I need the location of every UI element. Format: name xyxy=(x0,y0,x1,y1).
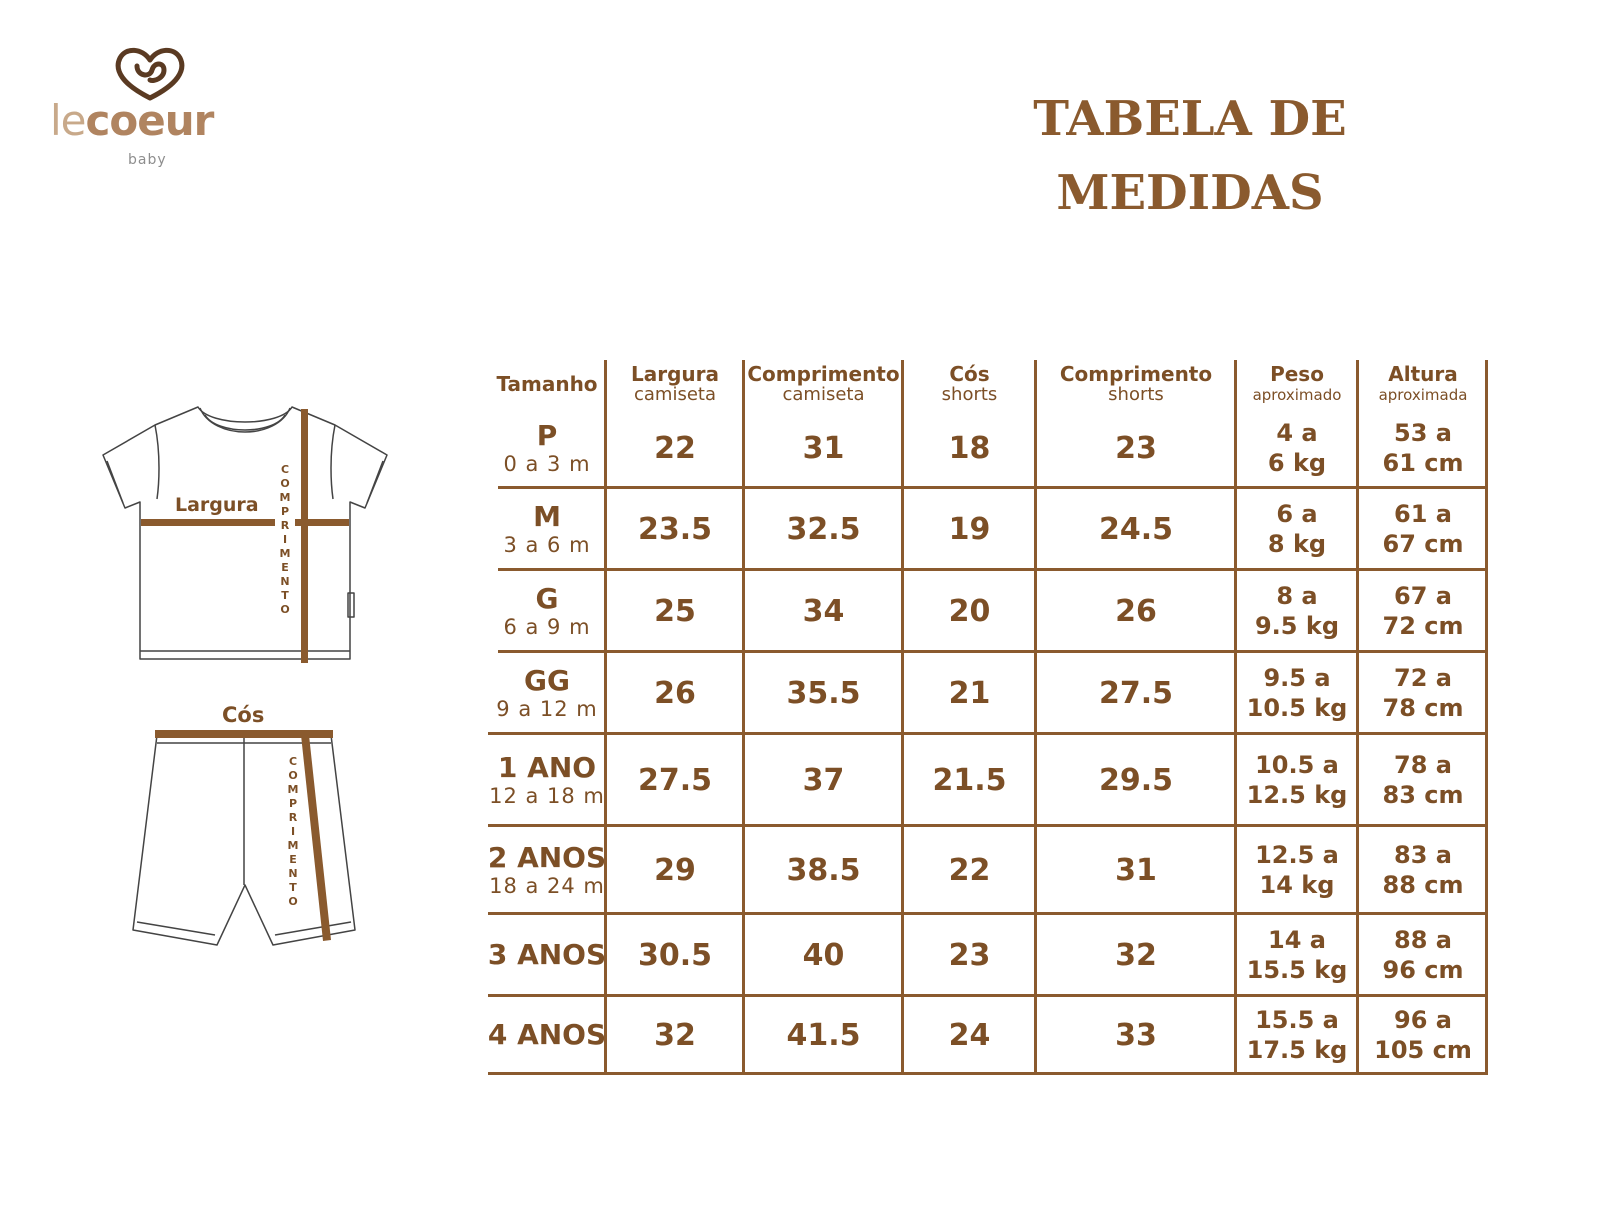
cell-value: 26 xyxy=(1115,593,1157,629)
table-cell-altura xyxy=(1358,488,1488,570)
table-cell-largura xyxy=(606,914,744,996)
garment-illustrations xyxy=(95,395,405,965)
table-header-title: Peso xyxy=(1270,361,1324,386)
tshirt-drawing xyxy=(103,407,387,659)
cell-value: 72 a 78 cm xyxy=(1382,664,1464,722)
table-header-title: Cós xyxy=(949,361,990,386)
shorts-length-label: COMPRIMENTO xyxy=(286,755,300,909)
table-row-size xyxy=(488,570,606,652)
table-row-size xyxy=(488,914,606,996)
table-cell-largura xyxy=(606,734,744,826)
table-cell-peso xyxy=(1236,488,1358,570)
table-header-title: Comprimento xyxy=(1059,361,1213,386)
shirt-width-label: Largura xyxy=(175,494,259,516)
table-cell-comp_shorts xyxy=(1036,652,1236,734)
brand-subtitle: baby xyxy=(128,152,167,168)
cell-value: 35.5 xyxy=(786,675,861,711)
table-cell-peso xyxy=(1236,734,1358,826)
cell-value: 24 xyxy=(948,1017,991,1053)
size-label: 4 ANOS xyxy=(487,1018,607,1051)
table-header-subtitle: camiseta xyxy=(782,383,865,405)
table-header-subtitle: aproximada xyxy=(1378,385,1468,404)
size-age-range: 12 a 18 m xyxy=(489,784,605,808)
cell-value: 40 xyxy=(802,937,845,973)
table-cell-altura xyxy=(1358,652,1488,734)
table-header-subtitle: aproximado xyxy=(1252,385,1342,404)
table-cell-comp_camiseta xyxy=(744,996,903,1074)
cell-value: 26 xyxy=(654,675,696,711)
table-cell-altura xyxy=(1358,996,1488,1074)
shirt-width-bar xyxy=(141,519,275,526)
table-row-size xyxy=(488,826,606,914)
table-cell-cos xyxy=(903,914,1036,996)
size-label: M xyxy=(533,500,561,533)
cell-value: 34 xyxy=(802,593,845,629)
garment-diagram xyxy=(95,395,405,965)
brand-logo xyxy=(50,44,250,174)
table-cell-peso xyxy=(1236,408,1358,488)
table-cell-comp_camiseta xyxy=(744,826,903,914)
table-cell-comp_shorts xyxy=(1036,408,1236,488)
size-label: GG xyxy=(524,664,570,697)
size-label: P xyxy=(536,419,558,452)
table-cell-comp_camiseta xyxy=(744,570,903,652)
table-cell-cos xyxy=(903,570,1036,652)
table-cell-altura xyxy=(1358,570,1488,652)
table-header-5 xyxy=(1236,360,1358,408)
size-label: 1 ANO xyxy=(497,751,597,784)
cell-value: 9.5 a 10.5 kg xyxy=(1246,664,1348,722)
brand-wordmark-coeur: coeur xyxy=(85,96,214,145)
table-header-title: Tamanho xyxy=(496,371,598,396)
cell-value: 27.5 xyxy=(1098,675,1174,711)
table-cell-altura xyxy=(1358,826,1488,914)
cell-value: 32.5 xyxy=(786,511,861,547)
table-cell-comp_camiseta xyxy=(744,914,903,996)
brand-wordmark-le: le xyxy=(50,96,86,145)
size-age-range: 0 a 3 m xyxy=(503,452,591,476)
size-age-range: 6 a 9 m xyxy=(503,615,591,639)
cell-value: 24.5 xyxy=(1098,511,1174,547)
cell-value: 33 xyxy=(1115,1017,1157,1053)
table-cell-comp_camiseta xyxy=(744,408,903,488)
cell-value: 12.5 a 14 kg xyxy=(1255,841,1339,899)
cell-value: 96 a 105 cm xyxy=(1374,1006,1472,1064)
cell-value: 38.5 xyxy=(786,852,861,888)
table-cell-cos xyxy=(903,488,1036,570)
table-cell-largura xyxy=(606,826,744,914)
table-header-subtitle: camiseta xyxy=(633,383,716,405)
table-cell-altura xyxy=(1358,408,1488,488)
page-title xyxy=(990,82,1390,230)
table-header-3 xyxy=(903,360,1036,408)
size-age-range: 3 a 6 m xyxy=(503,533,591,557)
table-cell-cos xyxy=(903,408,1036,488)
cell-value: 23 xyxy=(1115,430,1157,466)
table-cell-largura xyxy=(606,570,744,652)
brand-wordmark xyxy=(50,96,214,145)
table-cell-comp_camiseta xyxy=(744,734,903,826)
size-label: 2 ANOS xyxy=(487,841,607,874)
cell-value: 88 a 96 cm xyxy=(1382,926,1464,984)
cell-value: 30.5 xyxy=(637,937,713,973)
cell-value: 53 a 61 cm xyxy=(1382,419,1464,477)
page-title-line-1: TABELA DE xyxy=(1033,91,1347,147)
table-cell-cos xyxy=(903,826,1036,914)
table-header-0 xyxy=(488,360,606,408)
shorts-waist-label: Cós xyxy=(222,703,265,727)
table-cell-altura xyxy=(1358,914,1488,996)
cell-value: 23.5 xyxy=(637,511,713,547)
table-cell-largura xyxy=(606,996,744,1074)
table-cell-comp_shorts xyxy=(1036,570,1236,652)
cell-value: 4 a 6 kg xyxy=(1267,419,1327,477)
table-cell-cos xyxy=(903,996,1036,1074)
table-header-6 xyxy=(1358,360,1488,408)
table-cell-peso xyxy=(1236,914,1358,996)
table-header-subtitle: shorts xyxy=(1108,383,1164,405)
table-cell-peso xyxy=(1236,570,1358,652)
table-cell-comp_shorts xyxy=(1036,996,1236,1074)
table-cell-peso xyxy=(1236,652,1358,734)
cell-value: 15.5 a 17.5 kg xyxy=(1246,1006,1348,1064)
cell-value: 32 xyxy=(1115,937,1157,973)
table-cell-cos xyxy=(903,734,1036,826)
cell-value: 21 xyxy=(948,675,991,711)
cell-value: 18 xyxy=(948,430,991,466)
table-row-size xyxy=(488,996,606,1074)
table-cell-largura xyxy=(606,488,744,570)
size-label: G xyxy=(535,582,559,615)
table-cell-comp_shorts xyxy=(1036,734,1236,826)
cell-value: 22 xyxy=(654,430,696,466)
cell-value: 20 xyxy=(948,593,991,629)
cell-value: 37 xyxy=(802,762,845,798)
table-header-2 xyxy=(744,360,903,408)
size-label: 3 ANOS xyxy=(487,938,607,971)
table-row-size xyxy=(488,652,606,734)
cell-value: 22 xyxy=(948,852,991,888)
table-cell-comp_shorts xyxy=(1036,826,1236,914)
page-title-line-2: MEDIDAS xyxy=(1056,165,1324,221)
cell-value: 27.5 xyxy=(637,762,713,798)
cell-value: 8 a 9.5 kg xyxy=(1254,582,1339,640)
cell-value: 6 a 8 kg xyxy=(1267,500,1327,558)
table-header-1 xyxy=(606,360,744,408)
table-header-title: Altura xyxy=(1388,361,1458,386)
table-cell-peso xyxy=(1236,826,1358,914)
size-age-range: 18 a 24 m xyxy=(489,874,605,898)
table-cell-comp_camiseta xyxy=(744,488,903,570)
table-cell-cos xyxy=(903,652,1036,734)
cell-value: 23 xyxy=(948,937,991,973)
cell-value: 31 xyxy=(802,430,845,466)
table-cell-peso xyxy=(1236,996,1358,1074)
size-table xyxy=(488,360,1490,1074)
table-cell-altura xyxy=(1358,734,1488,826)
table-header-title: Largura xyxy=(630,361,720,386)
table-header-4 xyxy=(1036,360,1236,408)
cell-value: 14 a 15.5 kg xyxy=(1246,926,1348,984)
table-cell-comp_shorts xyxy=(1036,914,1236,996)
cell-value: 31 xyxy=(1115,852,1157,888)
cell-value: 19 xyxy=(948,511,991,547)
heart-logo-icon xyxy=(110,44,190,102)
cell-value: 78 a 83 cm xyxy=(1382,751,1464,809)
table-header-title: Comprimento xyxy=(747,361,900,386)
shirt-length-bar xyxy=(301,409,308,663)
table-row-size xyxy=(488,734,606,826)
size-age-range: 9 a 12 m xyxy=(496,697,598,721)
cell-value: 21.5 xyxy=(932,762,1007,798)
cell-value: 10.5 a 12.5 kg xyxy=(1246,751,1348,809)
cell-value: 41.5 xyxy=(786,1017,861,1053)
table-cell-largura xyxy=(606,408,744,488)
table-header-subtitle: shorts xyxy=(941,383,998,405)
table-cell-comp_shorts xyxy=(1036,488,1236,570)
table-cell-comp_camiseta xyxy=(744,652,903,734)
cell-value: 83 a 88 cm xyxy=(1382,841,1464,899)
cell-value: 29.5 xyxy=(1098,762,1174,798)
cell-value: 32 xyxy=(654,1017,696,1053)
cell-value: 29 xyxy=(654,852,696,888)
table-row-size xyxy=(488,408,606,488)
shirt-length-label: COMPRIMENTO xyxy=(278,463,292,617)
cell-value: 67 a 72 cm xyxy=(1382,582,1464,640)
table-cell-largura xyxy=(606,652,744,734)
cell-value: 25 xyxy=(654,593,696,629)
table-row-size xyxy=(488,488,606,570)
cell-value: 61 a 67 cm xyxy=(1382,500,1464,558)
